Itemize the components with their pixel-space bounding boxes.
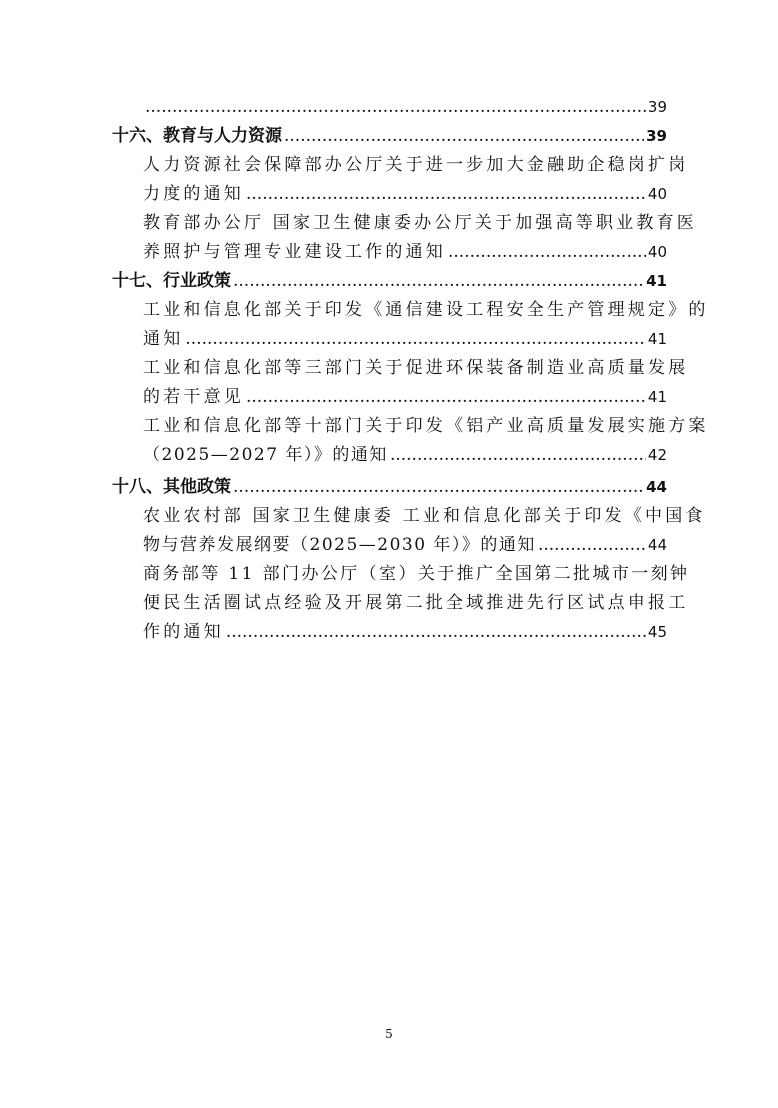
toc-section-title: 十七、行业政策 bbox=[112, 271, 231, 291]
toc-page-number: 44 bbox=[647, 536, 667, 554]
toc-section-title: 十六、教育与人力资源 bbox=[112, 126, 282, 146]
toc-entry-line[interactable]: 通知 ..... 41 bbox=[143, 325, 667, 354]
toc-page-number: 41 bbox=[646, 272, 667, 290]
toc-entry-line[interactable]: 人力资源社会保障部办公厅关于进一步加大金融助企稳岗扩岗 bbox=[143, 155, 689, 175]
toc-page-number: 41 bbox=[647, 330, 667, 348]
toc-continuation-line[interactable] bbox=[143, 93, 667, 122]
toc-section-17[interactable] bbox=[112, 267, 667, 296]
toc-entry-line[interactable]: 力度的通知 ..... 40 bbox=[143, 180, 667, 209]
toc-page-number: 40 bbox=[647, 185, 667, 203]
toc-page-number: 40 bbox=[647, 243, 667, 261]
toc-entry-line[interactable]: （2025—2027 年）》的通知 ..... 42 bbox=[143, 441, 667, 470]
toc-section-18[interactable] bbox=[112, 473, 667, 502]
toc-entry-line[interactable]: 工业和信息化部等十部门关于印发《铝产业高质量发展实施方案 bbox=[143, 416, 709, 436]
toc-entry-line[interactable]: 教育部办公厅 国家卫生健康委办公厅关于加强高等职业教育医 bbox=[143, 213, 698, 233]
toc-page-number: 39 bbox=[647, 98, 667, 116]
toc-entry-line[interactable]: 的若干意见 ..... 41 bbox=[143, 383, 667, 412]
toc-page-number: 45 bbox=[647, 623, 667, 641]
toc-page-number: 41 bbox=[647, 388, 667, 406]
toc-page-number: 42 bbox=[647, 446, 667, 464]
toc-section-title: 十八、其他政策 bbox=[112, 477, 231, 497]
toc-entry-line[interactable]: 工业和信息化部等三部门关于促进环保装备制造业高质量发展 bbox=[143, 358, 689, 378]
toc-entry-line[interactable]: 工业和信息化部关于印发《通信建设工程安全生产管理规定》的 bbox=[143, 300, 709, 320]
toc-entry-line[interactable]: 物与营养发展纲要（2025—2030 年）》的通知 ..... 44 bbox=[143, 531, 667, 560]
toc-entry-line[interactable]: 养照护与管理专业建设工作的通知 ..... 40 bbox=[143, 238, 667, 267]
toc-entry-line[interactable]: 便民生活圈试点经验及开展第二批全域推进先行区试点申报工 bbox=[143, 593, 689, 613]
toc-page-number: 39 bbox=[646, 127, 667, 145]
toc-entry-line[interactable]: 作的通知 ..... 45 bbox=[143, 618, 667, 647]
page-number: 5 bbox=[385, 1027, 393, 1041]
toc-entry-line[interactable]: 农业农村部 国家卫生健康委 工业和信息化部关于印发《中国食 bbox=[143, 506, 706, 526]
toc-page-number: 44 bbox=[646, 478, 667, 496]
toc-entry-line[interactable]: 商务部等 11 部门办公厅（室）关于推广全国第二批城市一刻钟 bbox=[143, 564, 690, 584]
toc-section-16[interactable] bbox=[112, 122, 667, 151]
